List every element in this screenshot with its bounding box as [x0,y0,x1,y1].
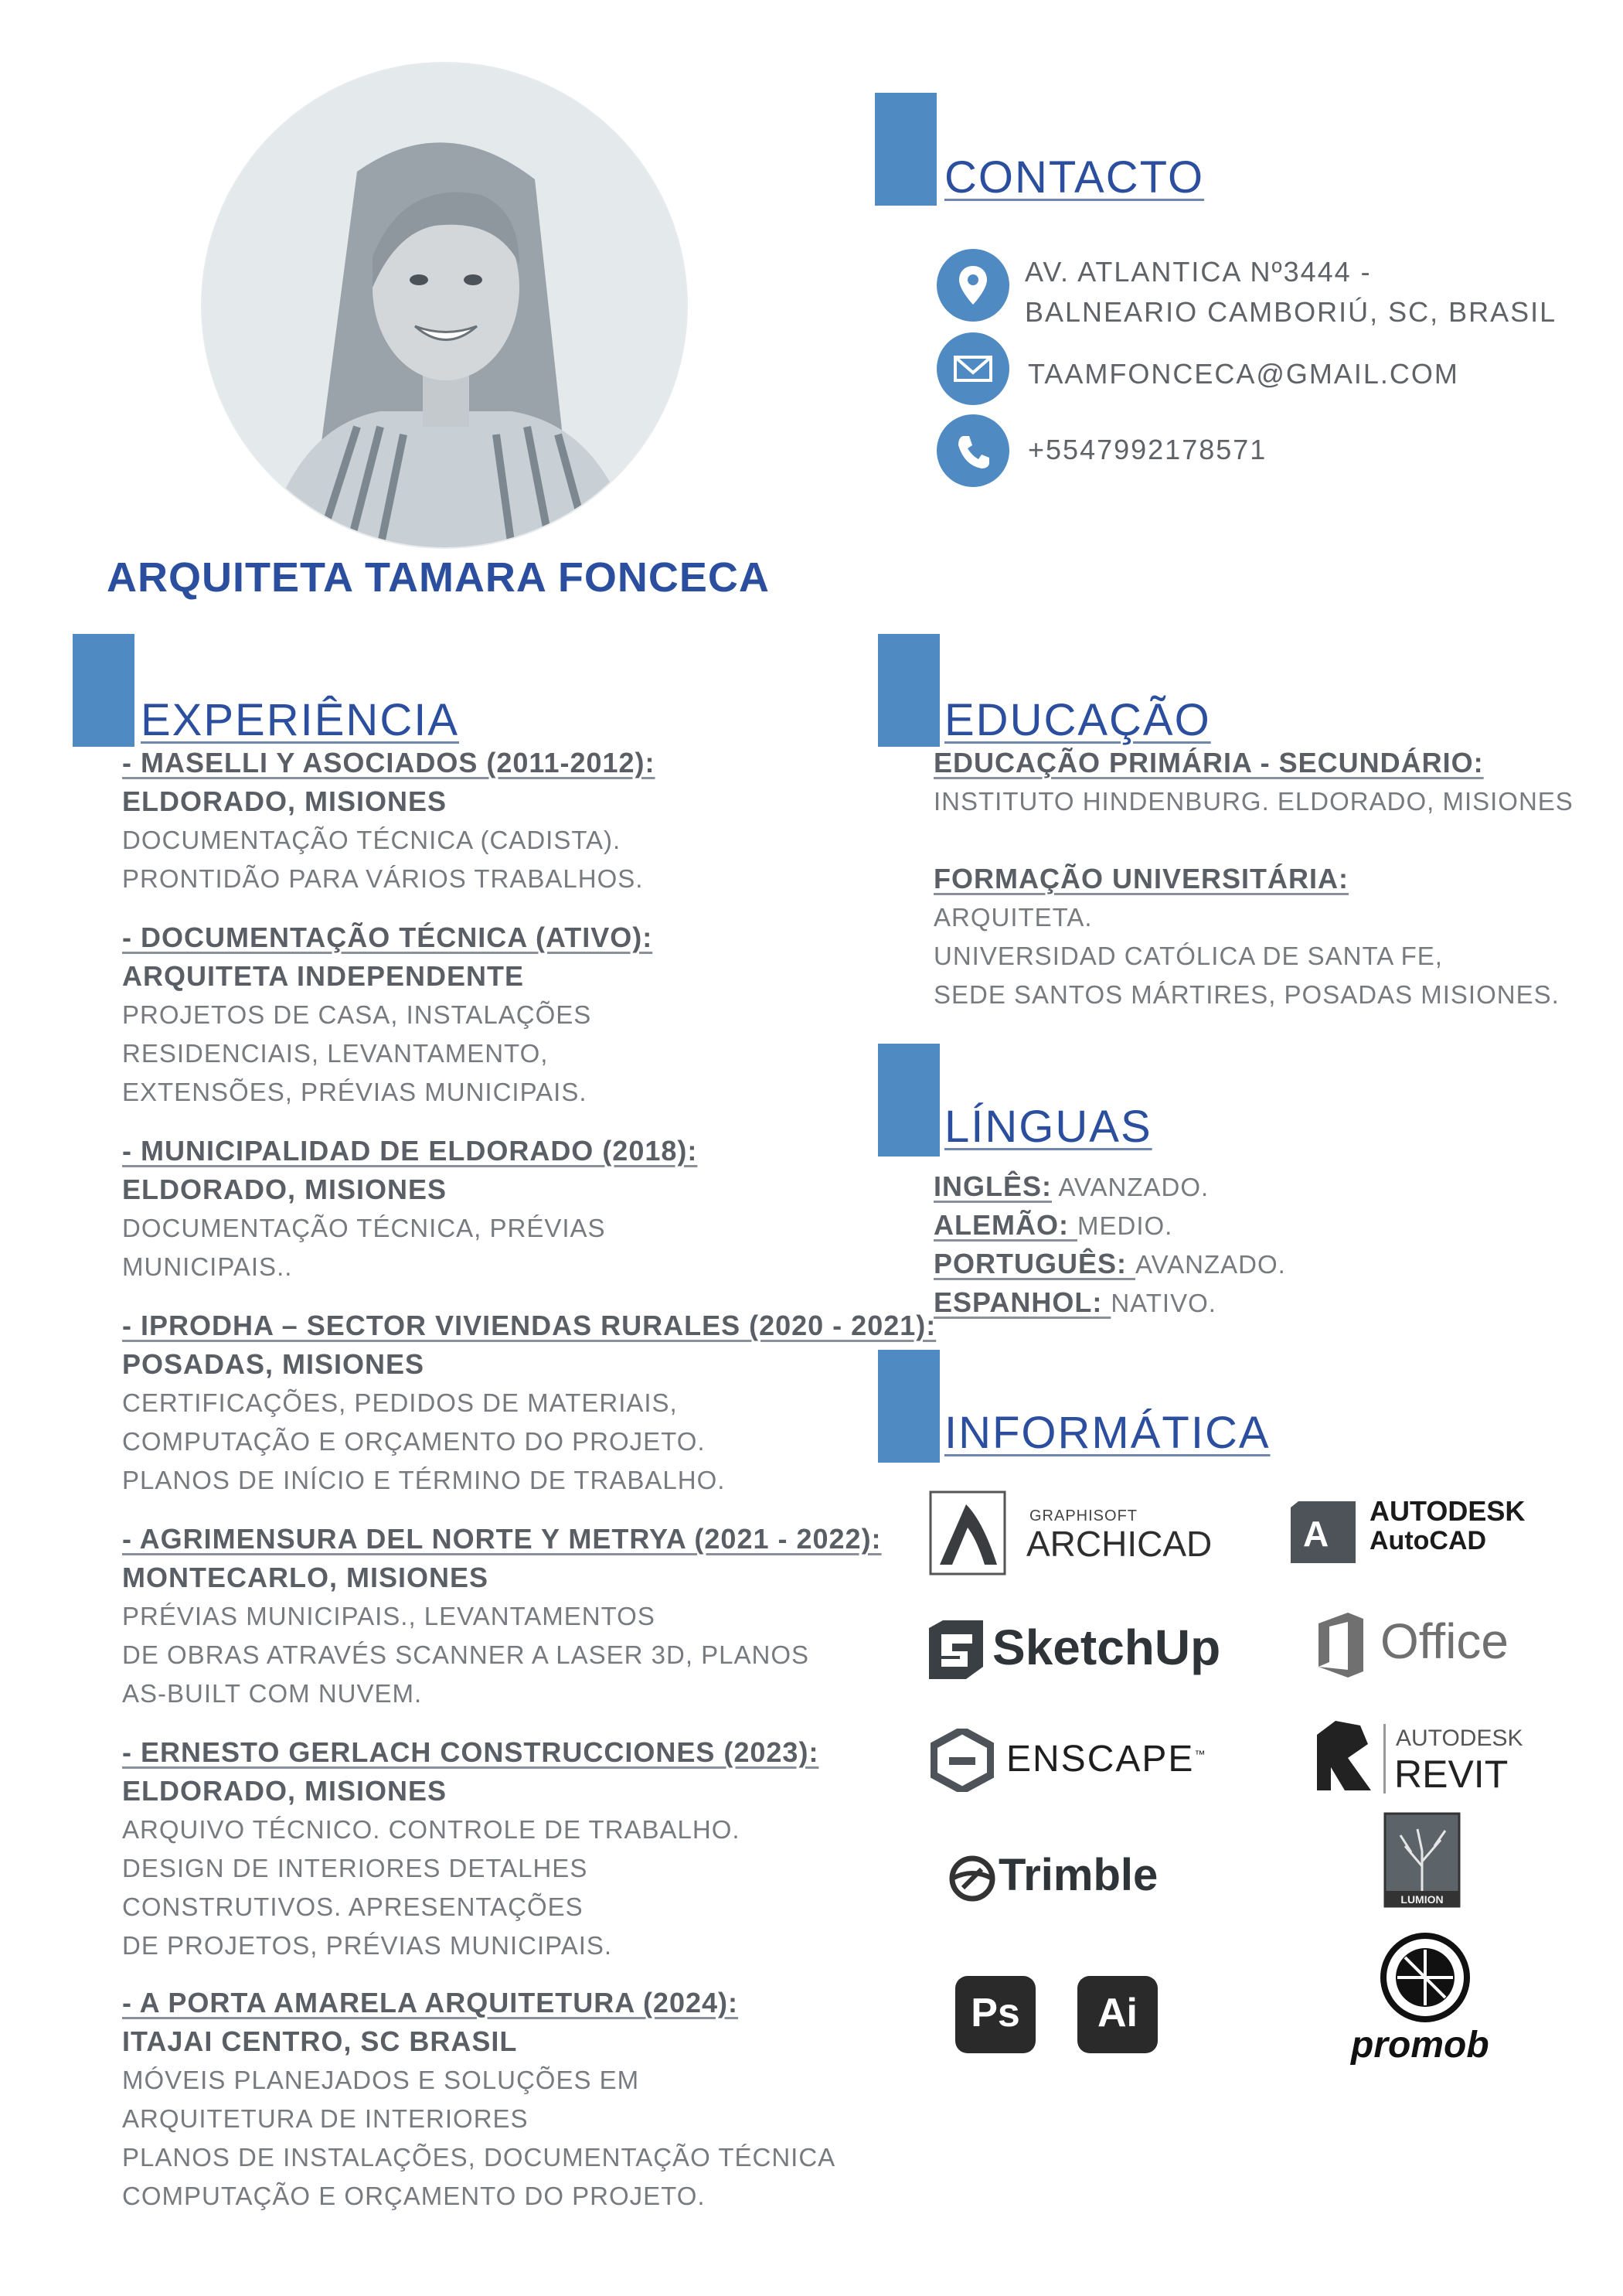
language-level: AVANZADO. [1052,1173,1210,1201]
education-body: ARQUITETA. UNIVERSIDAD CATÓLICA DE SANTA FE, SEDE SANTOS MÁRTIRES, POSADAS MISIONES. [934,903,1560,1009]
lumion-name: LUMION [1400,1893,1444,1906]
candidate-name: ARQUITETA TAMARA FONCECA [107,554,770,601]
language-row [934,1248,1286,1280]
job-title: - MUNICIPALIDAD DE ELDORADO (2018): [122,1135,698,1167]
envelope-icon [937,332,1009,405]
revit-logo [1314,1721,1374,1792]
job-location: ELDORADO, MISIONES [122,1775,447,1807]
archicad-brand: GRAPHISOFT [1029,1507,1138,1524]
enscape-word: ENSCAPE [1006,1739,1195,1780]
education-body: INSTITUTO HINDENBURG. ELDORADO, MISIONES [934,787,1574,816]
location-pin-icon [937,249,1009,322]
software-title: INFORMÁTICA [944,1408,1271,1458]
autocad-logo [1291,1501,1356,1563]
illustrator-name: Ai [1097,1991,1138,2035]
language-name: ALEMÃO: [934,1209,1077,1241]
job-location: ARQUITETA INDEPENDENTE [122,960,525,992]
language-name: INGLÊS: [934,1170,1053,1202]
education-title: EDUCAÇÃO [944,695,1211,745]
portrait-illustration [202,63,686,547]
trimble-name: Trimble [999,1850,1159,1900]
profile-photo [202,63,686,547]
language-row [934,1170,1209,1203]
photoshop-name: Ps [971,1991,1020,2035]
language-row [934,1286,1216,1319]
trademark-mark: ™ [1194,1748,1207,1760]
email-link[interactable]: TAAMFONCECA@GMAIL.COM [1028,358,1459,390]
enscape-name [1006,1738,1206,1780]
job-description: MÓVEIS PLANEJADOS E SOLUÇÕES EM ARQUITETURA DE INTERIORES PLANOS DE INSTALAÇÕES, DOCUMENTAÇÃO TÉCNICA COMPUTAÇÃO E ORÇAMENTO DO PROJETO. [122,2066,836,2210]
phone-number: +5547992178571 [1028,434,1267,465]
revit-name: REVIT [1394,1753,1509,1796]
language-name: ESPANHOL: [934,1286,1111,1318]
job-location: POSADAS, MISIONES [122,1348,425,1380]
language-level: NATIVO. [1111,1289,1216,1317]
job-description: PRÉVIAS MUNICIPAIS., LEVANTAMENTOS DE OBRAS ATRAVÉS SCANNER A LASER 3D, PLANOS AS-BUILT COM NUVEM. [122,1602,810,1708]
job-location: ITAJAI CENTRO, SC BRASIL [122,2025,518,2057]
job-title: - AGRIMENSURA DEL NORTE Y METRYA (2021 - 2022): [122,1523,882,1555]
experience-title: EXPERIÊNCIA [141,695,459,745]
phone-icon [937,414,1009,487]
languages-title: LÍNGUAS [944,1102,1152,1152]
languages-accent-bar [878,1044,940,1157]
enscape-logo [931,1729,994,1792]
revit-divider [1383,1724,1386,1794]
education-heading: EDUCAÇÃO PRIMÁRIA - SECUNDÁRIO: [934,747,1484,778]
photoshop-logo [955,1976,1036,2053]
job-description: DOCUMENTAÇÃO TÉCNICA, PRÉVIAS MUNICIPAIS.. [122,1214,606,1281]
sketchup-name: SketchUp [992,1620,1221,1675]
job-title: - A PORTA AMARELA ARQUITETURA (2024): [122,1987,738,2018]
job-description: PROJETOS DE CASA, INSTALAÇÕES RESIDENCIAIS, LEVANTAMENTO, EXTENSÕES, PRÉVIAS MUNICIPAIS. [122,1000,592,1106]
job-description: ARQUIVO TÉCNICO. CONTROLE DE TRABALHO. DESIGN DE INTERIORES DETALHES CONSTRUTIVOS. APRESENTAÇÕES DE PROJETOS, PRÉVIAS MUNICIPAIS. [122,1815,740,1960]
job-description: DOCUMENTAÇÃO TÉCNICA (CADISTA). PRONTIDÃO PARA VÁRIOS TRABALHOS. [122,826,644,893]
language-level: AVANZADO. [1135,1250,1286,1279]
revit-brand: AUTODESK [1396,1725,1523,1751]
office-name: Office [1380,1613,1509,1669]
office-logo [1314,1613,1368,1678]
archicad-logo [929,1490,1006,1576]
job-location: MONTECARLO, MISIONES [122,1562,489,1593]
contact-title: CONTACTO [944,152,1205,203]
job-location: ELDORADO, MISIONES [122,1174,447,1205]
promob-logo [1379,1931,1472,2024]
language-name: PORTUGUÊS: [934,1248,1136,1279]
job-title: - DOCUMENTAÇÃO TÉCNICA (ATIVO): [122,921,653,953]
experience-accent-bar [73,634,134,747]
software-accent-bar [878,1350,940,1463]
address-line2: BALNEARIO CAMBORIÚ, SC, BRASIL [1025,296,1557,328]
autocad-letter: A [1303,1514,1329,1554]
job-title: - IPRODHA – SECTOR VIVIENDAS RURALES (2020 - 2021): [122,1310,937,1341]
job-description: CERTIFICAÇÕES, PEDIDOS DE MATERIAIS, COMPUTAÇÃO E ORÇAMENTO DO PROJETO. PLANOS DE INÍCIO E TÉRMINO DE TRABALHO. [122,1388,726,1494]
illustrator-logo [1077,1976,1158,2053]
autocad-name: AutoCAD [1370,1526,1487,1555]
job-location: ELDORADO, MISIONES [122,785,447,817]
lumion-logo [1383,1812,1461,1908]
education-accent-bar [878,634,940,747]
job-title: - MASELLI Y ASOCIADOS (2011-2012): [122,747,655,778]
education-heading: FORMAÇÃO UNIVERSITÁRIA: [934,863,1349,894]
language-row [934,1209,1172,1242]
archicad-name: ARCHICAD [1026,1524,1213,1564]
sketchup-logo [929,1620,983,1679]
address-line1: AV. ATLANTICA Nº3444 - [1025,256,1372,288]
autocad-brand: AUTODESK [1370,1495,1526,1527]
language-level: MEDIO. [1077,1211,1173,1240]
job-title: - ERNESTO GERLACH CONSTRUCCIONES (2023): [122,1736,819,1768]
trimble-logo [948,1854,997,1903]
promob-name: promob [1351,2025,1489,2066]
contact-accent-bar [875,93,937,206]
